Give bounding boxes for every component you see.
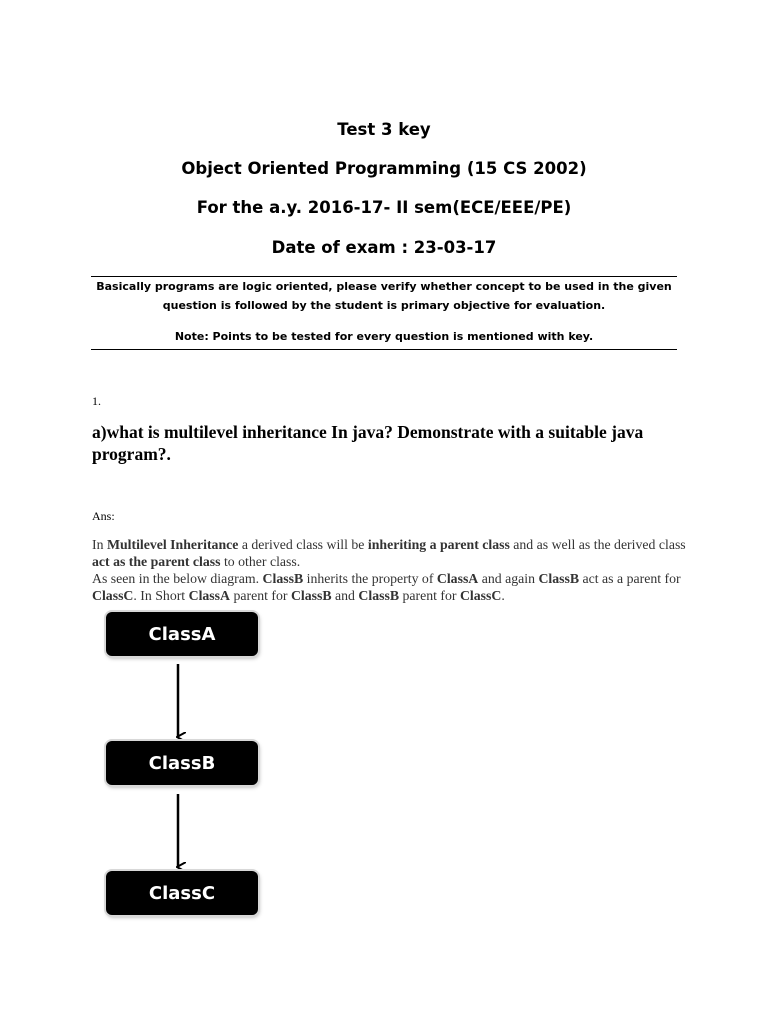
question-text: a)what is multilevel inheritance In java? Demonstrate with a suitable java program?.: [92, 422, 644, 464]
question-number: 1.: [92, 394, 101, 408]
class-b-box: ClassB: [106, 741, 258, 785]
bottom-rule: [91, 349, 677, 350]
class-c-box: ClassC: [106, 871, 258, 915]
answer-label: Ans:: [92, 509, 115, 523]
notice-line-1: Basically programs are logic oriented, please verify whether concept to be used in the given: [96, 280, 672, 293]
notice-line-2: question is followed by the student is primary objective for evaluation.: [162, 299, 606, 312]
session-info: For the a.y. 2016-17- II sem(ECE/EEE/PE): [196, 198, 572, 217]
exam-date: Date of exam : 23-03-17: [271, 238, 497, 257]
evaluation-notice: [91, 277, 677, 315]
class-a-box: ClassA: [106, 612, 258, 656]
course-title: Object Oriented Programming (15 CS 2002): [181, 159, 587, 178]
note-line: Note: Points to be tested for every question is mentioned with key.: [174, 330, 594, 343]
document-title: Test 3 key: [337, 120, 431, 139]
answer-paragraph: In Multilevel Inheritance a derived class will be inheriting a parent class and as well as the derived class act as the parent class to other class. As seen in the below diagram. ClassB inherits the property of ClassA and again ClassB act as a parent for ClassC. In Short ClassA parent for ClassB and ClassB parent for ClassC.: [92, 537, 686, 603]
inheritance-diagram: [96, 604, 276, 924]
